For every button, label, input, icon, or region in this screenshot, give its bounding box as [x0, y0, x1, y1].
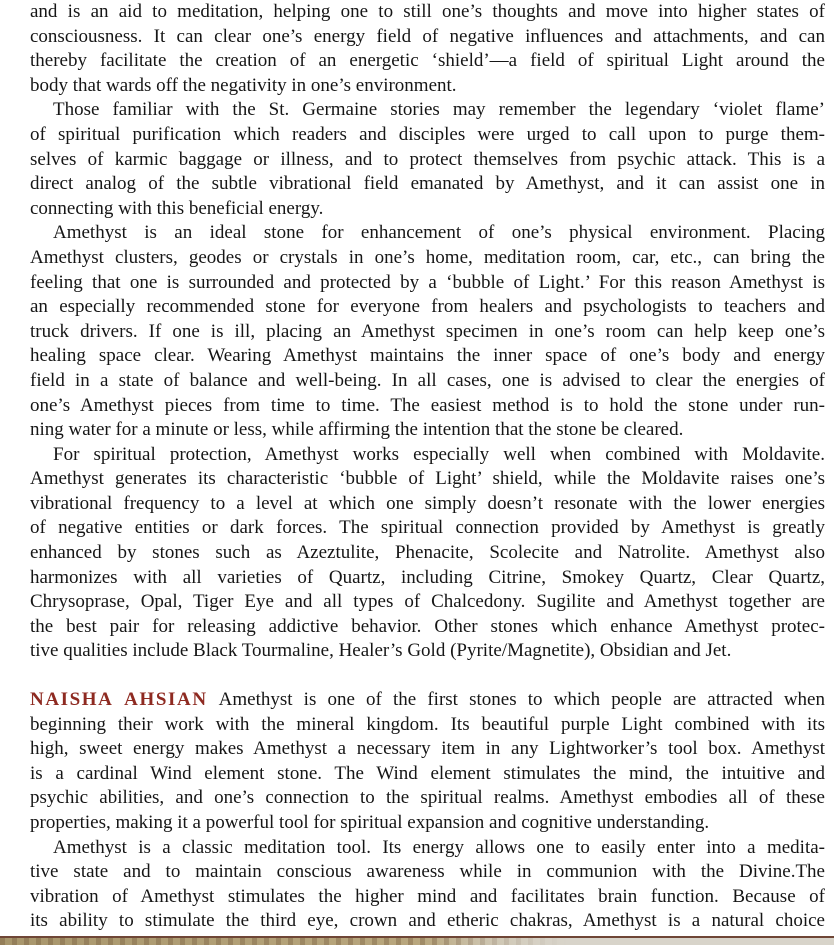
text-line: selves of karmic baggage or illness, and to protect themselves from psychic attack. This is a	[30, 148, 825, 170]
author-name-heading: NAISHA AHSIAN	[30, 689, 208, 711]
paragraph	[30, 836, 825, 934]
paragraph	[30, 0, 825, 98]
paragraph	[30, 98, 825, 221]
text-line: truck drivers. If one is ill, placing an Amethyst specimen in one’s room can help keep one’s	[30, 320, 825, 342]
text-line: properties, making it a powerful tool for spiritual expansion and cognitive understanding.	[30, 812, 710, 833]
page-bottom-image-edge	[0, 936, 834, 945]
text-line: Amethyst is an ideal stone for enhancement of one’s physical environment. Placing	[53, 222, 825, 244]
text-line: feeling that one is surrounded and protected by a ‘bubble of Light.’ For this reason Amethyst is	[30, 271, 825, 293]
text-line: an especially recommended stone for everyone from healers and psychologists to teachers and	[30, 296, 825, 318]
text-line: ning water for a minute or less, while affirming the intention that the stone be cleared.	[30, 419, 684, 441]
text-line: Amethyst clusters, geodes or crystals in one’s home, meditation room, car, etc., can bring the	[30, 246, 825, 268]
text-line: of negative entities or dark forces. The spiritual connection provided by Amethyst is greatly	[30, 517, 825, 539]
text-line: Amethyst generates its characteristic ‘bubble of Light’ shield, while the Moldavite raises one’s	[30, 468, 825, 490]
text-line: psychic abilities, and one’s connection to the spiritual realms. Amethyst embodies all of these	[30, 787, 825, 809]
text-line: Chrysoprase, Opal, Tiger Eye and all types of Chalcedony. Sugilite and Amethyst together are	[30, 591, 825, 613]
text-line: connecting with this beneficial energy.	[30, 197, 324, 219]
text-line: Those familiar with the St. Germaine stories may remember the legendary ‘violet flame’	[53, 99, 825, 121]
text-line: direct analog of the subtle vibrational field emanated by Amethyst, and it can assist one in	[30, 173, 825, 195]
text-line: field in a state of balance and well-being. In all cases, one is advised to clear the energies of	[30, 369, 825, 391]
text-line: is a cardinal Wind element stone. The Wind element stimulates the mind, the intuitive and	[30, 762, 825, 784]
text-line: beginning their work with the mineral kingdom. Its beautiful purple Light combined with its	[30, 713, 825, 735]
text-line: its ability to stimulate the third eye, crown and etheric chakras, Amethyst is a natural choice	[30, 910, 825, 932]
text-line: vibrational frequency to a level at which one simply doesn’t resonate with the lower energies	[30, 492, 825, 514]
text-line: vibration of Amethyst stimulates the higher mind and facilitates brain function. Because of	[30, 885, 825, 907]
text-line: harmonizes with all varieties of Quartz, including Citrine, Smokey Quartz, Clear Quartz,	[30, 566, 825, 588]
text-line: and is an aid to meditation, helping one to still one’s thoughts and move into higher states of	[30, 1, 825, 22]
text-line: body that wards off the negativity in one’s environment.	[30, 74, 457, 96]
text-line: tive qualities include Black Tourmaline, Healer’s Gold (Pyrite/Magnetite), Obsidian and Jet.	[30, 640, 732, 662]
text-line: tive state and to maintain conscious awareness while in communion with the Divine.The	[30, 861, 825, 883]
text-line: one’s Amethyst pieces from time to time. The easiest method is to hold the stone under run-	[30, 394, 825, 416]
text-line: thereby facilitate the creation of an energetic ‘shield’—a field of spiritual Light around the	[30, 50, 825, 72]
text-line: For spiritual protection, Amethyst works especially well when combined with Moldavite.	[53, 443, 825, 465]
body-text	[30, 0, 825, 934]
text-line: consciousness. It can clear one’s energy field of negative influences and attachments, and can	[30, 25, 825, 47]
text-line: high, sweet energy makes Amethyst a necessary item in any Lightworker’s tool box. Amethyst	[30, 738, 825, 760]
paragraph	[30, 443, 825, 664]
text-line: enhanced by stones such as Azeztulite, Phenacite, Scolecite and Natrolite. Amethyst also	[30, 542, 825, 564]
paragraph	[30, 221, 825, 442]
text-line: the best pair for releasing addictive behavior. Other stones which enhance Amethyst protec-	[30, 615, 825, 637]
text-line: of spiritual purification which readers and disciples were urged to call upon to purge them-	[30, 123, 825, 145]
text-line: healing space clear. Wearing Amethyst maintains the inner space of one’s body and energy	[30, 345, 825, 367]
paragraph	[30, 688, 825, 836]
text-line: NAISHA AHSIAN Amethyst is one of the first stones to which people are attracted when	[30, 689, 825, 711]
text-line: Amethyst is a classic meditation tool. Its energy allows one to easily enter into a medita-	[53, 836, 825, 858]
